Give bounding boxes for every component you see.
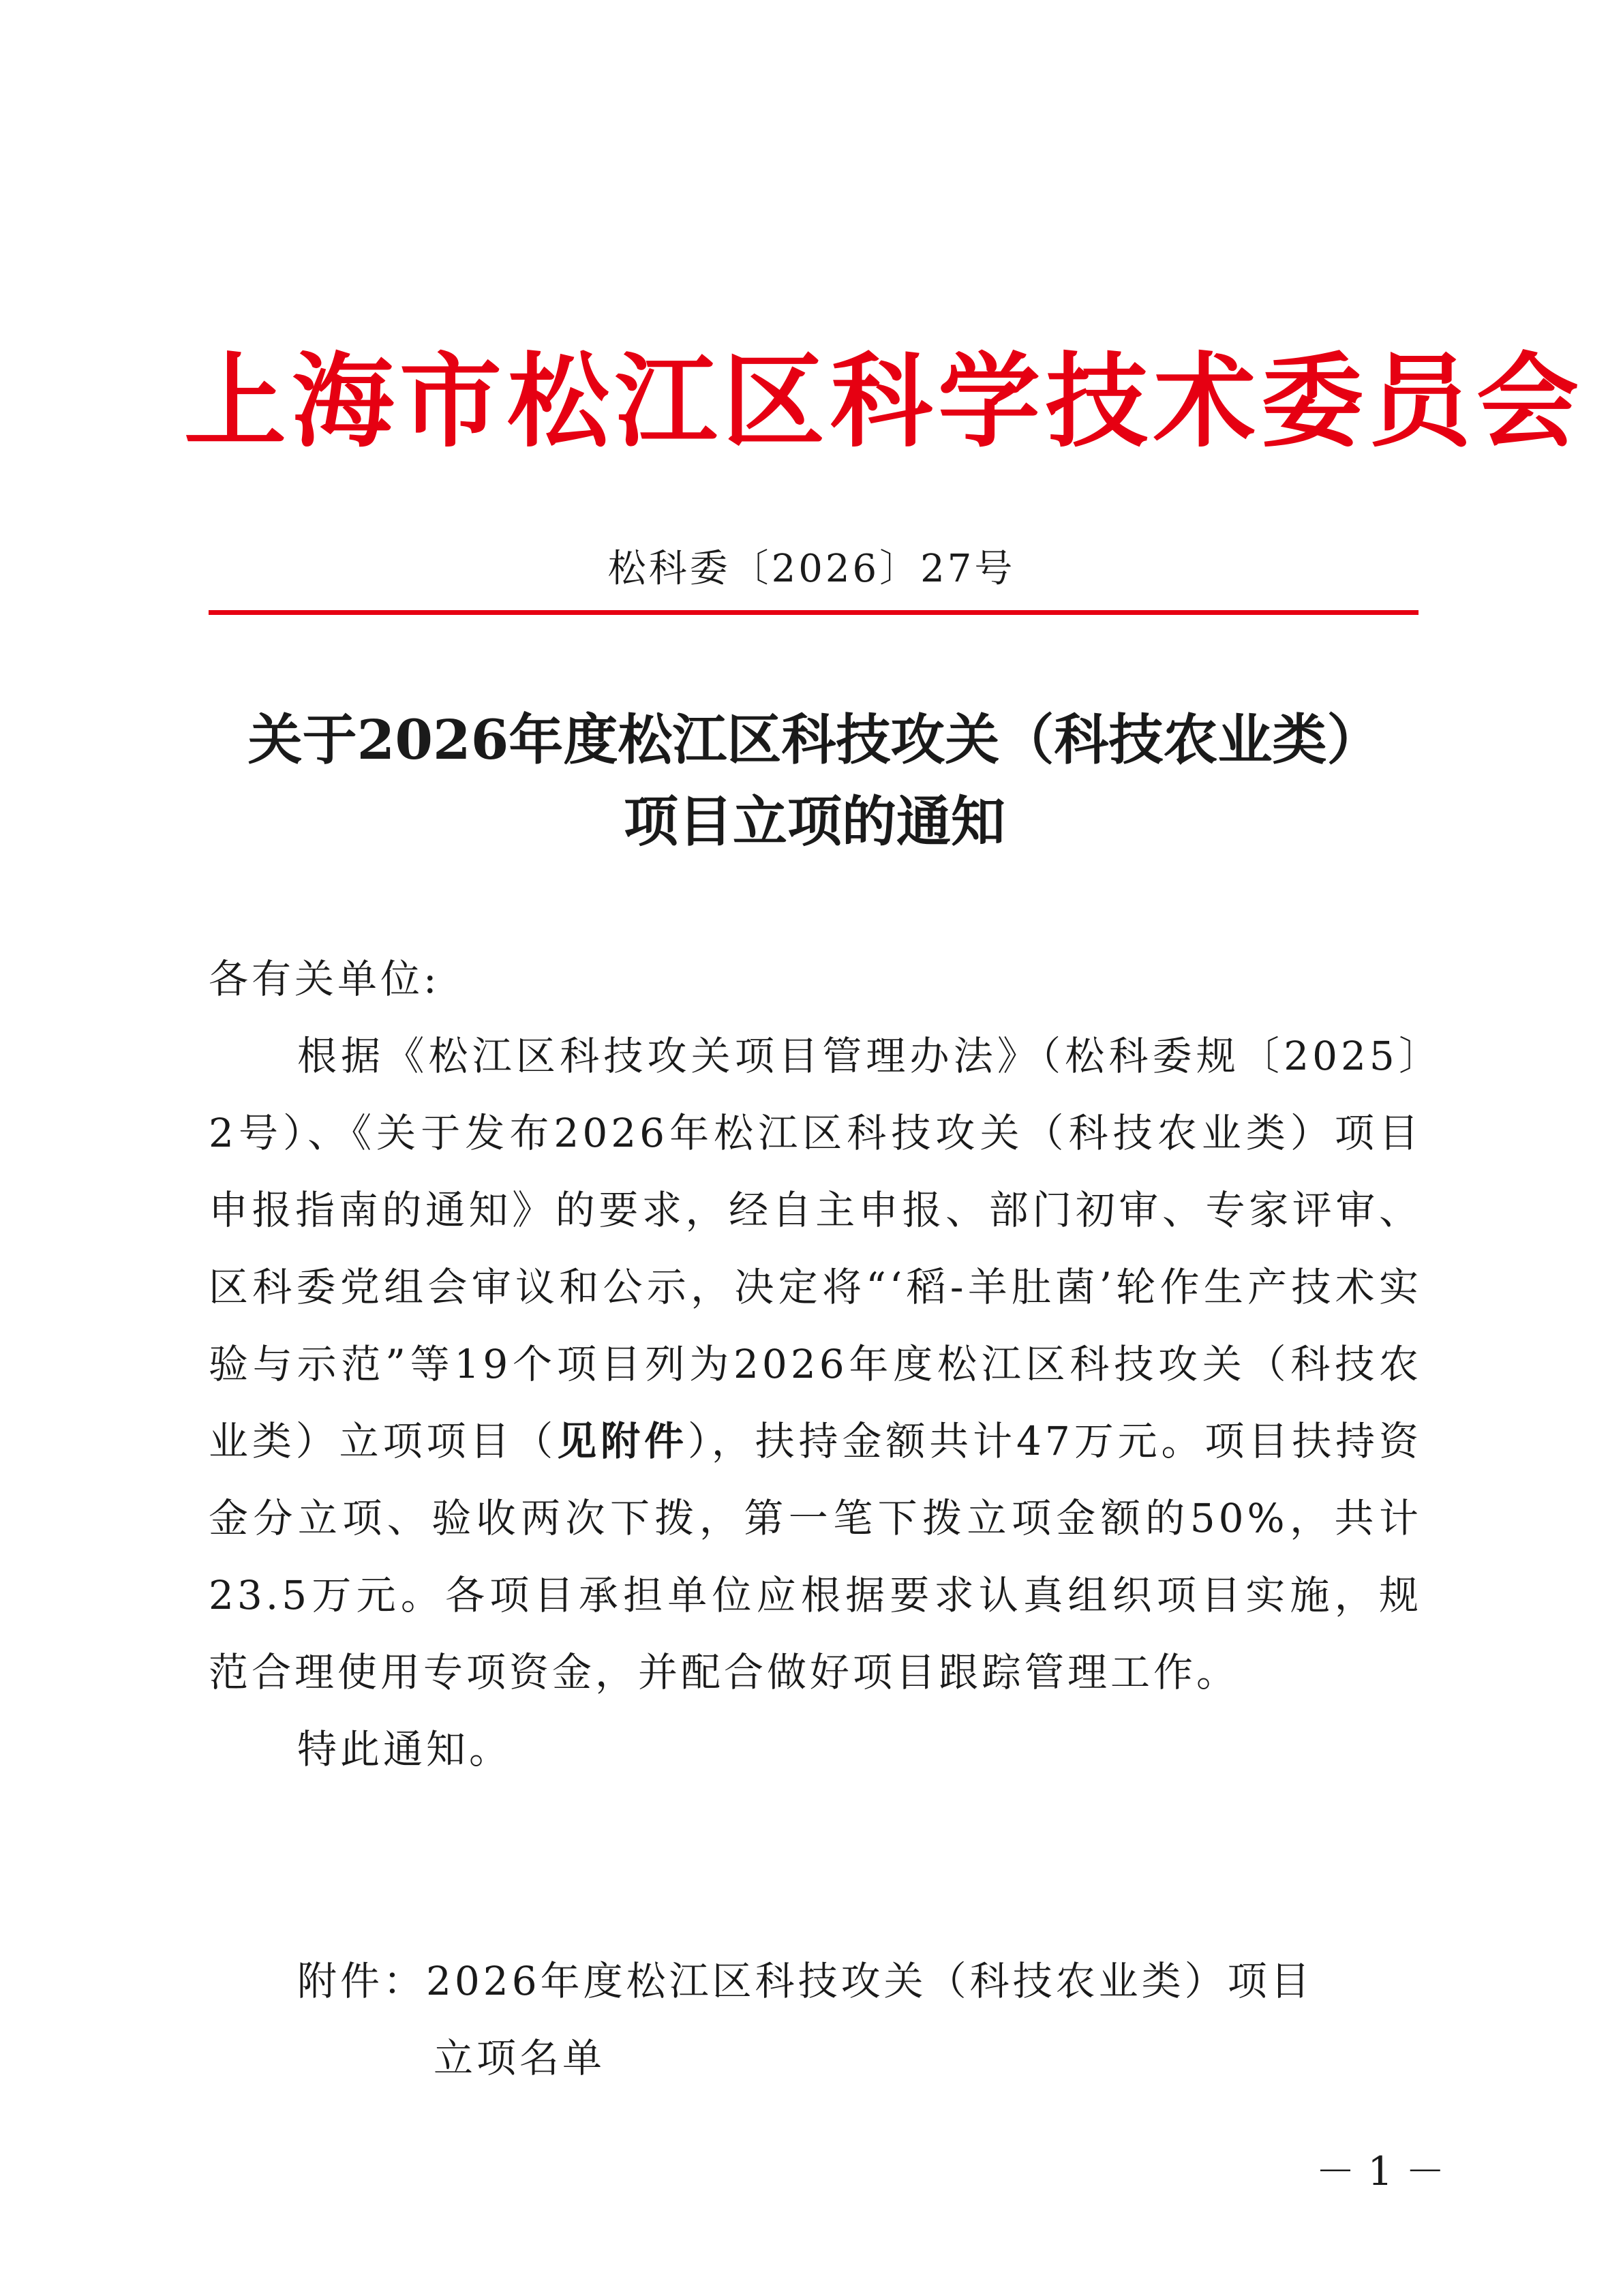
attachment-note bbox=[297, 1943, 1401, 2097]
title-line-1: 关于2026年度松江区科技攻关（科技农业类） bbox=[247, 708, 1382, 772]
attachment-reference: 见附件 bbox=[557, 1418, 688, 1464]
issuer-heading: 上海市松江区科学技术委员会 bbox=[184, 343, 1585, 462]
attachment-continuation: 立项名单 bbox=[434, 2035, 606, 2081]
main-paragraph bbox=[209, 1018, 1422, 1711]
red-divider bbox=[209, 610, 1419, 615]
paragraph-text-1: 根据《松江区科技攻关项目管理办法》（松科委规〔2025〕2号）、《关于发布2026年松江区科技攻关（科技农业类）项目申报指南的通知》的要求，经自主申报、部门初审、专家评审、区科委党组会审议和公示，决定将“‘稻-羊肚菌’轮作生产技术实验与示范”等19个项目列为2026年度松江区科技攻关（科技农业类）立项项目（ bbox=[209, 1033, 1422, 1464]
document-title bbox=[204, 699, 1425, 862]
document-body bbox=[209, 941, 1422, 1788]
salutation: 各有关单位: bbox=[209, 956, 440, 1002]
document-number: 松科委〔2026〕27号 bbox=[607, 547, 1016, 591]
closing-line: 特此通知。 bbox=[297, 1726, 513, 1772]
title-line-2: 项目立项的通知 bbox=[624, 789, 1005, 854]
paragraph-text-2: ），扶持金额共计47万元。项目扶持资金分立项、验收两次下拨，第一笔下拨立项金额的50%，共计23.5万元。各项目承担单位应根据要求认真组织项目实施，规范合理使用专项资金，并配合做好项目跟踪管理工作。 bbox=[209, 1418, 1422, 1695]
attachment-label: 附件：2026年度松江区科技攻关（科技农业类）项目 bbox=[297, 1958, 1314, 2004]
page-number: － 1 － bbox=[1316, 2148, 1445, 2194]
